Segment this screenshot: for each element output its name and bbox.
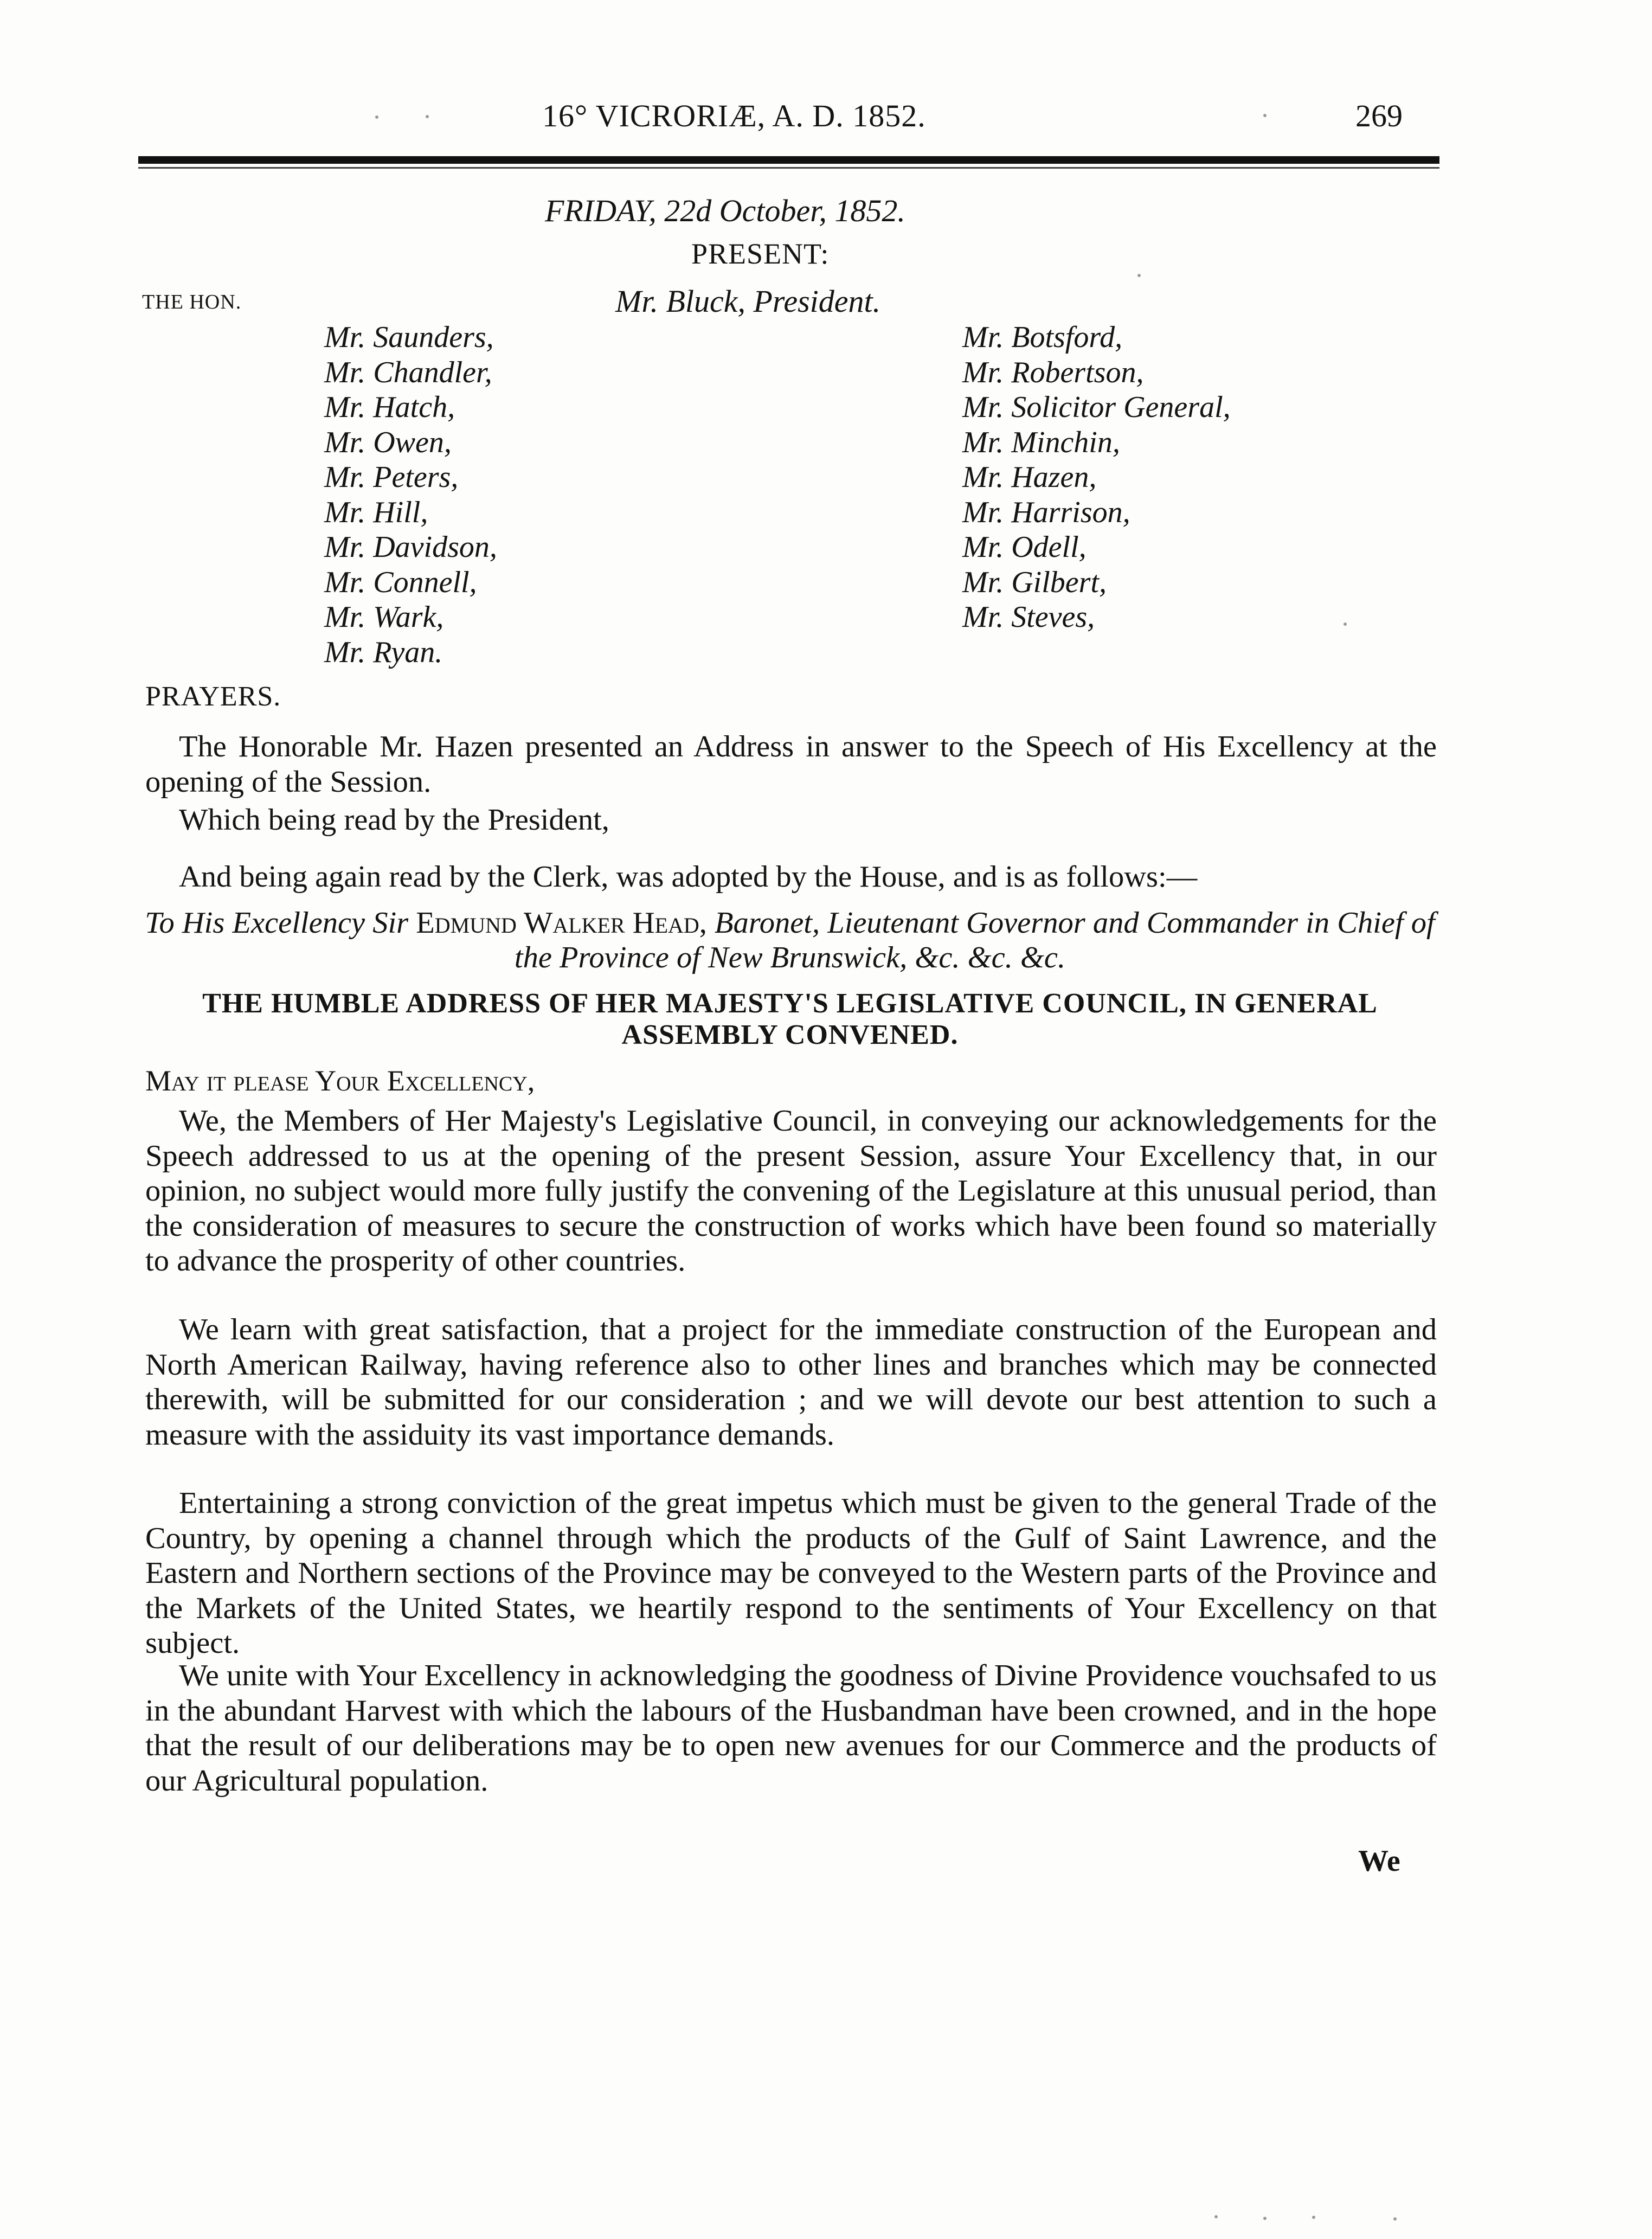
prayers-label: PRAYERS. [145, 681, 281, 712]
member-name: Mr. Wark, [324, 600, 444, 634]
scan-speck [1312, 2216, 1315, 2219]
member-name: Mr. Hazen, [962, 460, 1097, 494]
member-name: Mr. Robertson, [962, 355, 1144, 389]
address-paragraph: Entertaining a strong conviction of the great impetus which must be given to the general Trade of the Country, by opening a channel through which the products of the Gulf of Saint Lawrence, and the Eastern and Northern sections of the Province may be conveyed to the Western parts of the Province and the Markets of the United States, we heartily respond to the sentiments of Your Excellency on that subject. [145, 1486, 1437, 1660]
member-name: Mr. Ryan. [324, 635, 443, 669]
read-by-clerk-paragraph: And being again read by the Clerk, was adopted by the House, and is as follows:— [179, 860, 1198, 894]
address-paragraph: We learn with great satisfaction, that a project for the immediate construction of the European and North American Railway, having reference also to other lines and branches which may be connected therewith, will be submitted for our consideration ; and we will devote our best attention to such a measure with the assiduity its vast importance demands. [145, 1313, 1437, 1452]
address-paragraph: We, the Members of Her Majesty's Legislative Council, in conveying our acknowledgements for the Speech addressed to us at the opening of the present Session, assure Your Excellency that, in our opinion, no subject would more fully justify the convening of the Legislature at this unusual period, than the consideration of measures to secure the construction of works which have been found so materially to advance the prosperity of other countries. [145, 1104, 1437, 1278]
member-name: Mr. Hill, [324, 495, 428, 529]
members-right-column [962, 320, 1231, 635]
member-name: Mr. Odell, [962, 530, 1087, 564]
present-label: PRESENT: [691, 238, 830, 270]
member-name: Mr. Connell, [324, 565, 477, 599]
address-recipient-name: Edmund Walker Head, [416, 906, 707, 940]
scan-speck [1263, 114, 1267, 117]
member-name: Mr. Botsford, [962, 320, 1123, 354]
member-name: Mr. Solicitor General, [962, 390, 1231, 424]
scan-speck [375, 116, 378, 119]
member-name: Mr. Peters, [324, 460, 459, 494]
member-name: Mr. Saunders, [324, 320, 494, 354]
read-by-president-paragraph: Which being read by the President, [179, 803, 609, 837]
address-recipient-suffix: Baronet, Lieutenant Governor and Commander in Chief of the Province of New Brunswick, &c. &c. &c. [514, 906, 1435, 974]
session-date: FRIDAY, 22d October, 1852. [545, 193, 905, 228]
scan-speck [1214, 2215, 1218, 2218]
president-line: Mr. Bluck, President. [615, 284, 881, 319]
address-paragraph: We unite with Your Excellency in acknowledging the goodness of Divine Providence vouchsafed to us in the abundant Harvest with which the labours of the Husbandman have been crowned, and in the hope that the result of our deliberations may be to open new avenues for our Commerce and the products of our Agricultural population. [145, 1659, 1437, 1798]
member-name: Mr. Hatch, [324, 390, 455, 424]
salutation: May it please Your Excellency, [145, 1064, 535, 1097]
hazen-presentation-paragraph: The Honorable Mr. Hazen presented an Address in answer to the Speech of His Excellency at the opening of the Session. [145, 730, 1437, 799]
address-recipient-prefix: To His Excellency Sir [145, 906, 416, 940]
address-heading: THE HUMBLE ADDRESS OF HER MAJESTY'S LEGISLATIVE COUNCIL, IN GENERAL ASSEMBLY CONVENED. [202, 988, 1378, 1050]
members-left-column [324, 320, 497, 670]
scan-speck [1263, 2217, 1267, 2220]
header-rule-thin [138, 167, 1439, 169]
catchword: We [1358, 1844, 1400, 1878]
member-name: Mr. Owen, [324, 425, 452, 459]
member-name: Mr. Steves, [962, 600, 1095, 634]
scan-speck [1393, 2217, 1397, 2221]
member-name: Mr. Chandler, [324, 355, 492, 389]
the-hon-label: THE HON. [142, 291, 242, 313]
member-name: Mr. Harrison, [962, 495, 1130, 529]
scan-speck [1137, 274, 1141, 277]
member-name: Mr. Gilbert, [962, 565, 1107, 599]
scan-speck [426, 115, 429, 118]
page-number: 269 [1355, 98, 1403, 133]
member-name: Mr. Davidson, [324, 530, 497, 564]
running-head: 16° VICRORIÆ, A. D. 1852. [542, 98, 926, 133]
header-rule [138, 156, 1439, 164]
member-name: Mr. Minchin, [962, 425, 1120, 459]
address-recipient [142, 906, 1438, 975]
scan-speck [1344, 623, 1347, 626]
